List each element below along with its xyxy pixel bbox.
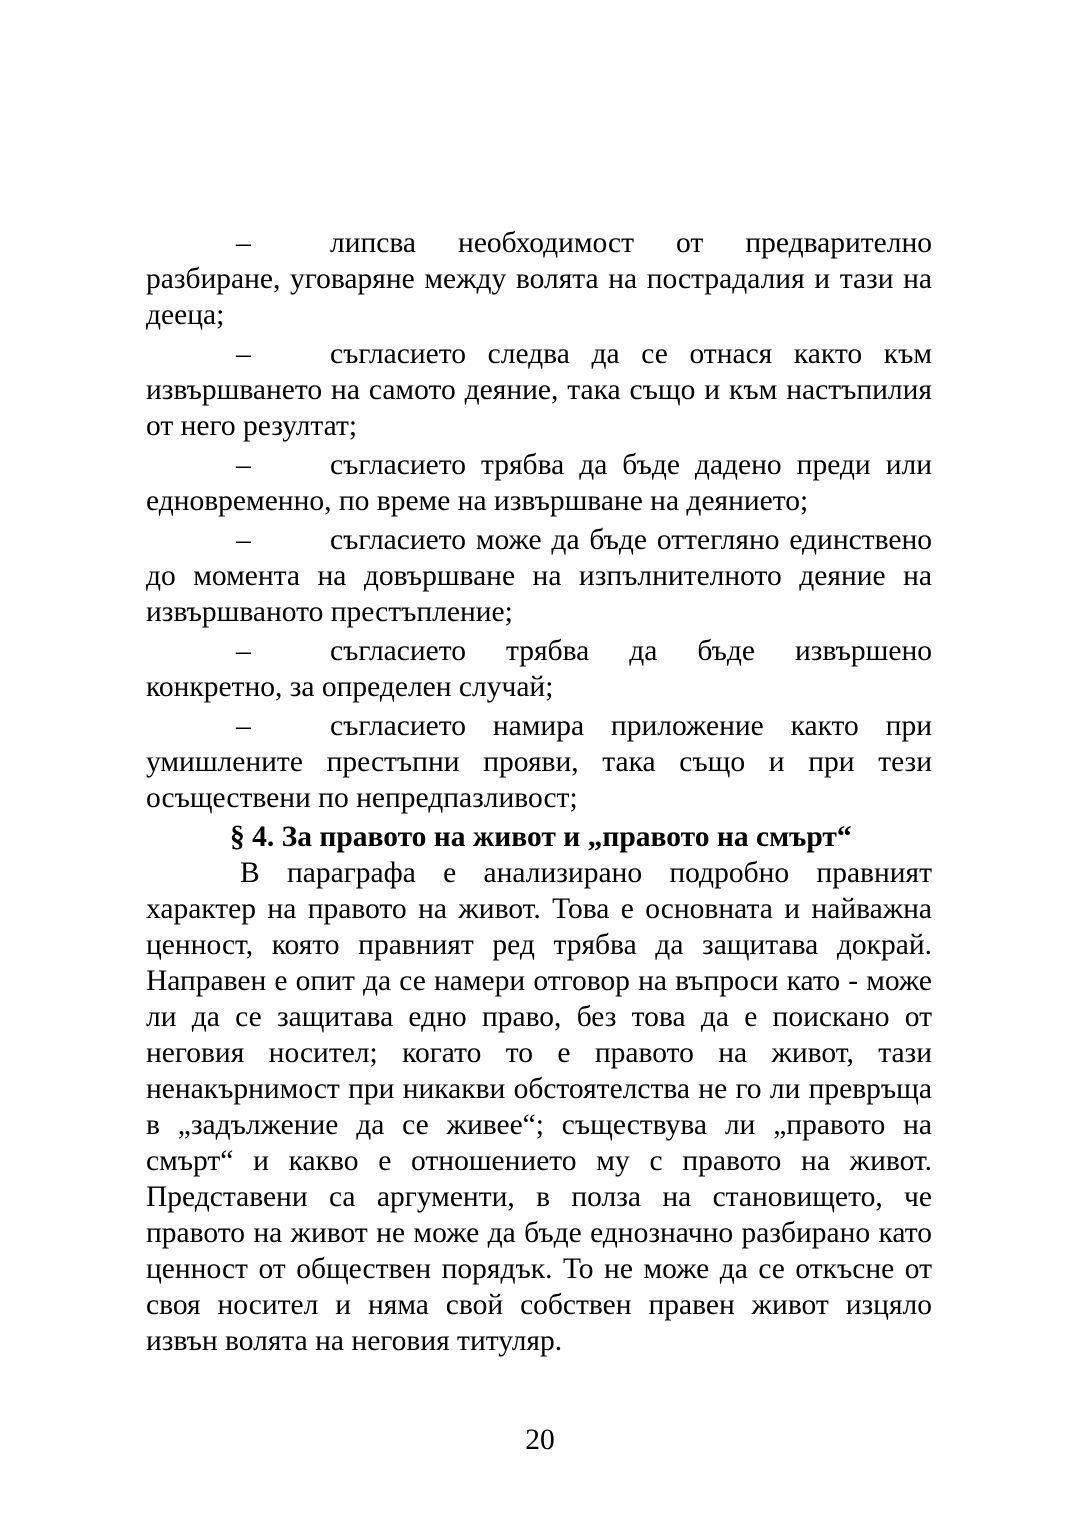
list-item-text: липсва необходимост от предварително разбиране, уговаряне между волята на пострадалия и тази на дееца; [146,227,932,331]
list-item [146,633,932,705]
dash-bullet: – [236,227,251,259]
list-item [146,708,932,816]
list-item-text: съгласието трябва да бъде извършено конкретно, за определен случай; [146,635,932,703]
page-number: 20 [525,1424,555,1456]
dash-bullet: – [236,635,251,667]
list-item [146,447,932,519]
section-paragraph: В параграфа е анализирано подробно правният характер на правото на живот. Това е основната и найважна ценност, която правният ред трябва да защитава докрай. Направен е опит да се намери отговор на въпроси като - може ли да се защитава едно право, без това да е поискано от неговия носител; когато то е правото на живот, тази ненакърнимост при никакви обстоятелства не го ли превръща в „задължение да се живее“; съществува ли „правото на смърт“ и какво е отношението му с правото на живот. Представени са аргументи, в полза на становището, че правото на живот не може да бъде еднозначно разбирано като ценност от обществен порядък. То не може да се откъсне от своя носител и няма свой собствен правен живот изцяло извън волята на неговия титуляр. [146,857,932,1357]
section-heading: § 4. За правото на живот и „правото на смърт“ [230,821,852,853]
list-item-text: съгласието може да бъде оттегляно единствено до момента на довършване на изпълнителното деяние на извършваното престъпление; [146,524,932,628]
list-item-text: съгласието следва да се отнася както към извършването на самото деяние, така също и към настъпилия от него резултат; [146,338,932,442]
list-item [146,522,932,630]
list-item [146,225,932,333]
dash-bullet: – [236,338,251,370]
page-body [146,225,932,1359]
dash-bullet: – [236,710,251,742]
dash-bullet: – [236,524,251,556]
list-item-text: съгласието намира приложение както при умишлените престъпни прояви, така също и при тези осъществени по непредпазливост; [146,710,932,814]
dash-bullet: – [236,449,251,481]
list-item [146,336,932,444]
list-item-text: съгласието трябва да бъде дадено преди или едновременно, по време на извършване на деянието; [146,449,932,517]
